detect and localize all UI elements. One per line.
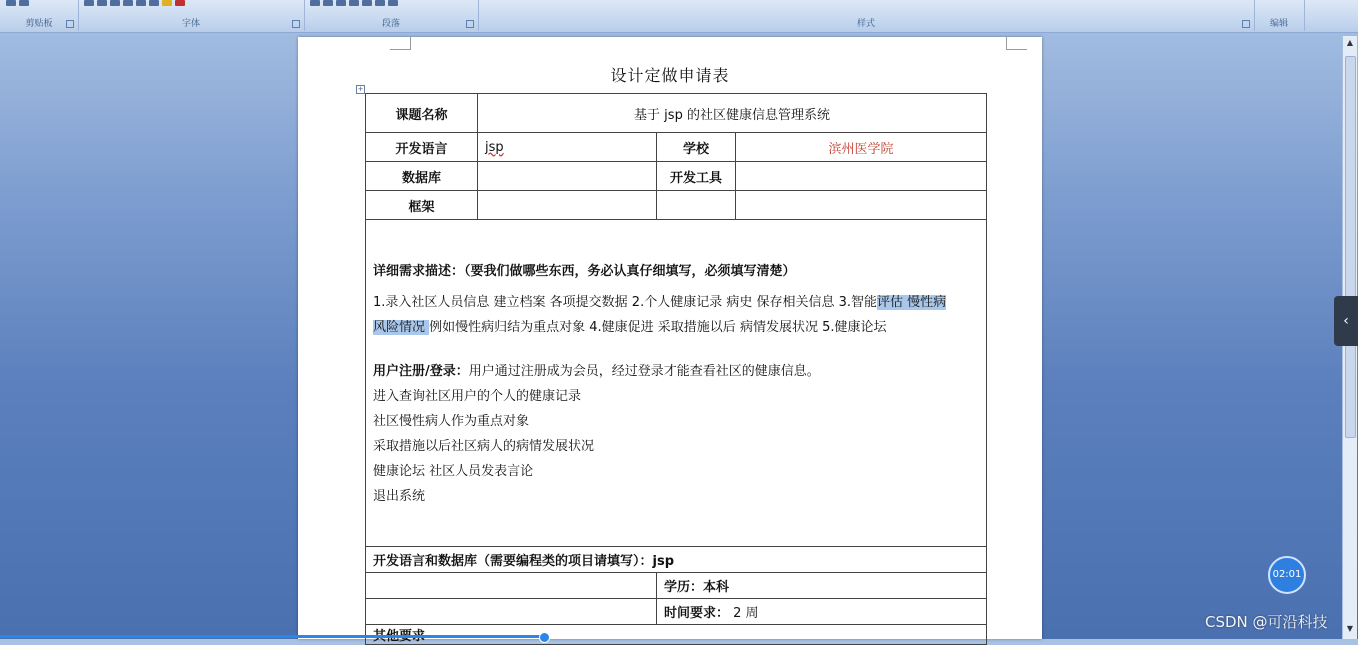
- lang-value[interactable]: [478, 133, 657, 162]
- ribbon: [0, 0, 1358, 33]
- ribbon-tools: [310, 0, 401, 10]
- ribbon-group-font: [78, 0, 305, 31]
- document-page[interactable]: [298, 37, 1042, 639]
- topic-text: 基于 jsp 的社区健康信息管理系统: [634, 107, 830, 123]
- empty-cell[interactable]: [366, 599, 657, 625]
- school-text: 滨州医学院: [828, 141, 894, 157]
- dialog-launcher-icon[interactable]: [1242, 20, 1250, 28]
- register-label: 用户注册/登录：: [373, 363, 469, 379]
- db-value[interactable]: [478, 162, 657, 191]
- school-value[interactable]: [736, 133, 987, 162]
- dialog-launcher-icon[interactable]: [292, 20, 300, 28]
- empty-cell[interactable]: [736, 191, 987, 220]
- education-cell[interactable]: 学历：本科: [657, 573, 987, 599]
- document-title: 设计定做申请表: [610, 66, 730, 85]
- progress-knob[interactable]: [539, 632, 550, 643]
- tool-value[interactable]: [736, 162, 987, 191]
- framework-label: 框架: [366, 191, 478, 220]
- register-text: 用户通过注册成为会员，经过登录才能查看社区的健康信息。: [468, 363, 820, 379]
- feature-line: 健康论坛 社区人员发表言论: [373, 463, 534, 479]
- progress-fill: [0, 635, 544, 638]
- page-corner-mark: [1006, 37, 1027, 50]
- application-form-table: [365, 93, 987, 645]
- lang-text: jsp: [485, 139, 504, 155]
- watermark: CSDN @可沿科技: [1205, 613, 1328, 631]
- topic-label: 课题名称: [366, 94, 478, 133]
- register-line: [373, 359, 979, 384]
- feature-line: 进入查询社区用户的个人的健康记录: [373, 388, 582, 404]
- timer-badge: 02:01: [1268, 556, 1306, 594]
- chevron-left-icon: ‹: [1343, 313, 1349, 329]
- school-label: 学校: [657, 133, 736, 162]
- ribbon-group-label: 编辑: [1269, 19, 1288, 29]
- side-panel-toggle[interactable]: [1334, 296, 1358, 346]
- selected-text[interactable]: 风险情况: [373, 319, 430, 335]
- empty-cell[interactable]: [366, 573, 657, 599]
- para-text: 例如慢性病归结为重点对象 4.健康促进 采取措施以后 病情发展状况 5.健康论坛: [429, 319, 887, 335]
- ribbon-group-clipboard: [0, 0, 79, 31]
- scroll-down-icon[interactable]: ▼: [1346, 624, 1354, 633]
- page-corner-mark: [390, 37, 411, 50]
- ribbon-group-label: 段落: [381, 19, 400, 29]
- requirements-cell[interactable]: [366, 220, 987, 547]
- tool-label: 开发工具: [657, 162, 736, 191]
- time-requirement-cell[interactable]: [657, 599, 987, 625]
- ribbon-group-label: 字体: [181, 19, 200, 29]
- topic-value[interactable]: [478, 94, 987, 133]
- empty-cell[interactable]: [657, 191, 736, 220]
- db-label: 数据库: [366, 162, 478, 191]
- ribbon-tools: [84, 0, 188, 10]
- ribbon-group-editing: [1254, 0, 1305, 31]
- dialog-launcher-icon[interactable]: [66, 20, 74, 28]
- lang-label: 开发语言: [366, 133, 478, 162]
- requirements-paragraph: [373, 290, 979, 340]
- framework-value[interactable]: [478, 191, 657, 220]
- ribbon-tools: [6, 0, 32, 10]
- ribbon-group-label: 剪贴板: [25, 19, 53, 29]
- feature-line: 采取措施以后社区病人的病情发展状况: [373, 438, 595, 454]
- table-move-icon[interactable]: +: [357, 85, 364, 93]
- dialog-launcher-icon[interactable]: [466, 20, 474, 28]
- para-text: 1.录入社区人员信息 建立档案 各项提交数据 2.个人健康记录 病史 保存相关信息 3.智能: [373, 294, 878, 310]
- scrollbar-thumb[interactable]: [1345, 56, 1356, 438]
- requirements-heading: 详细需求描述：（要我们做哪些东西，务必认真仔细填写，必须填写清楚）: [373, 263, 796, 279]
- playback-progress[interactable]: [0, 633, 1342, 639]
- feature-line: 退出系统: [373, 488, 426, 504]
- scroll-up-icon[interactable]: ▲: [1346, 38, 1354, 47]
- ribbon-group-styles: [478, 0, 1255, 31]
- time-req-value: 2 周: [733, 606, 759, 621]
- ribbon-group-paragraph: [304, 0, 479, 31]
- selected-text[interactable]: 评估 慢性病: [877, 294, 947, 310]
- dev-lang-db-row[interactable]: 开发语言和数据库（需要编程类的项目请填写）：jsp: [366, 547, 987, 573]
- time-req-label: 时间要求：: [664, 606, 730, 621]
- ribbon-group-label: 样式: [856, 19, 875, 29]
- feature-line: 社区慢性病人作为重点对象: [373, 413, 530, 429]
